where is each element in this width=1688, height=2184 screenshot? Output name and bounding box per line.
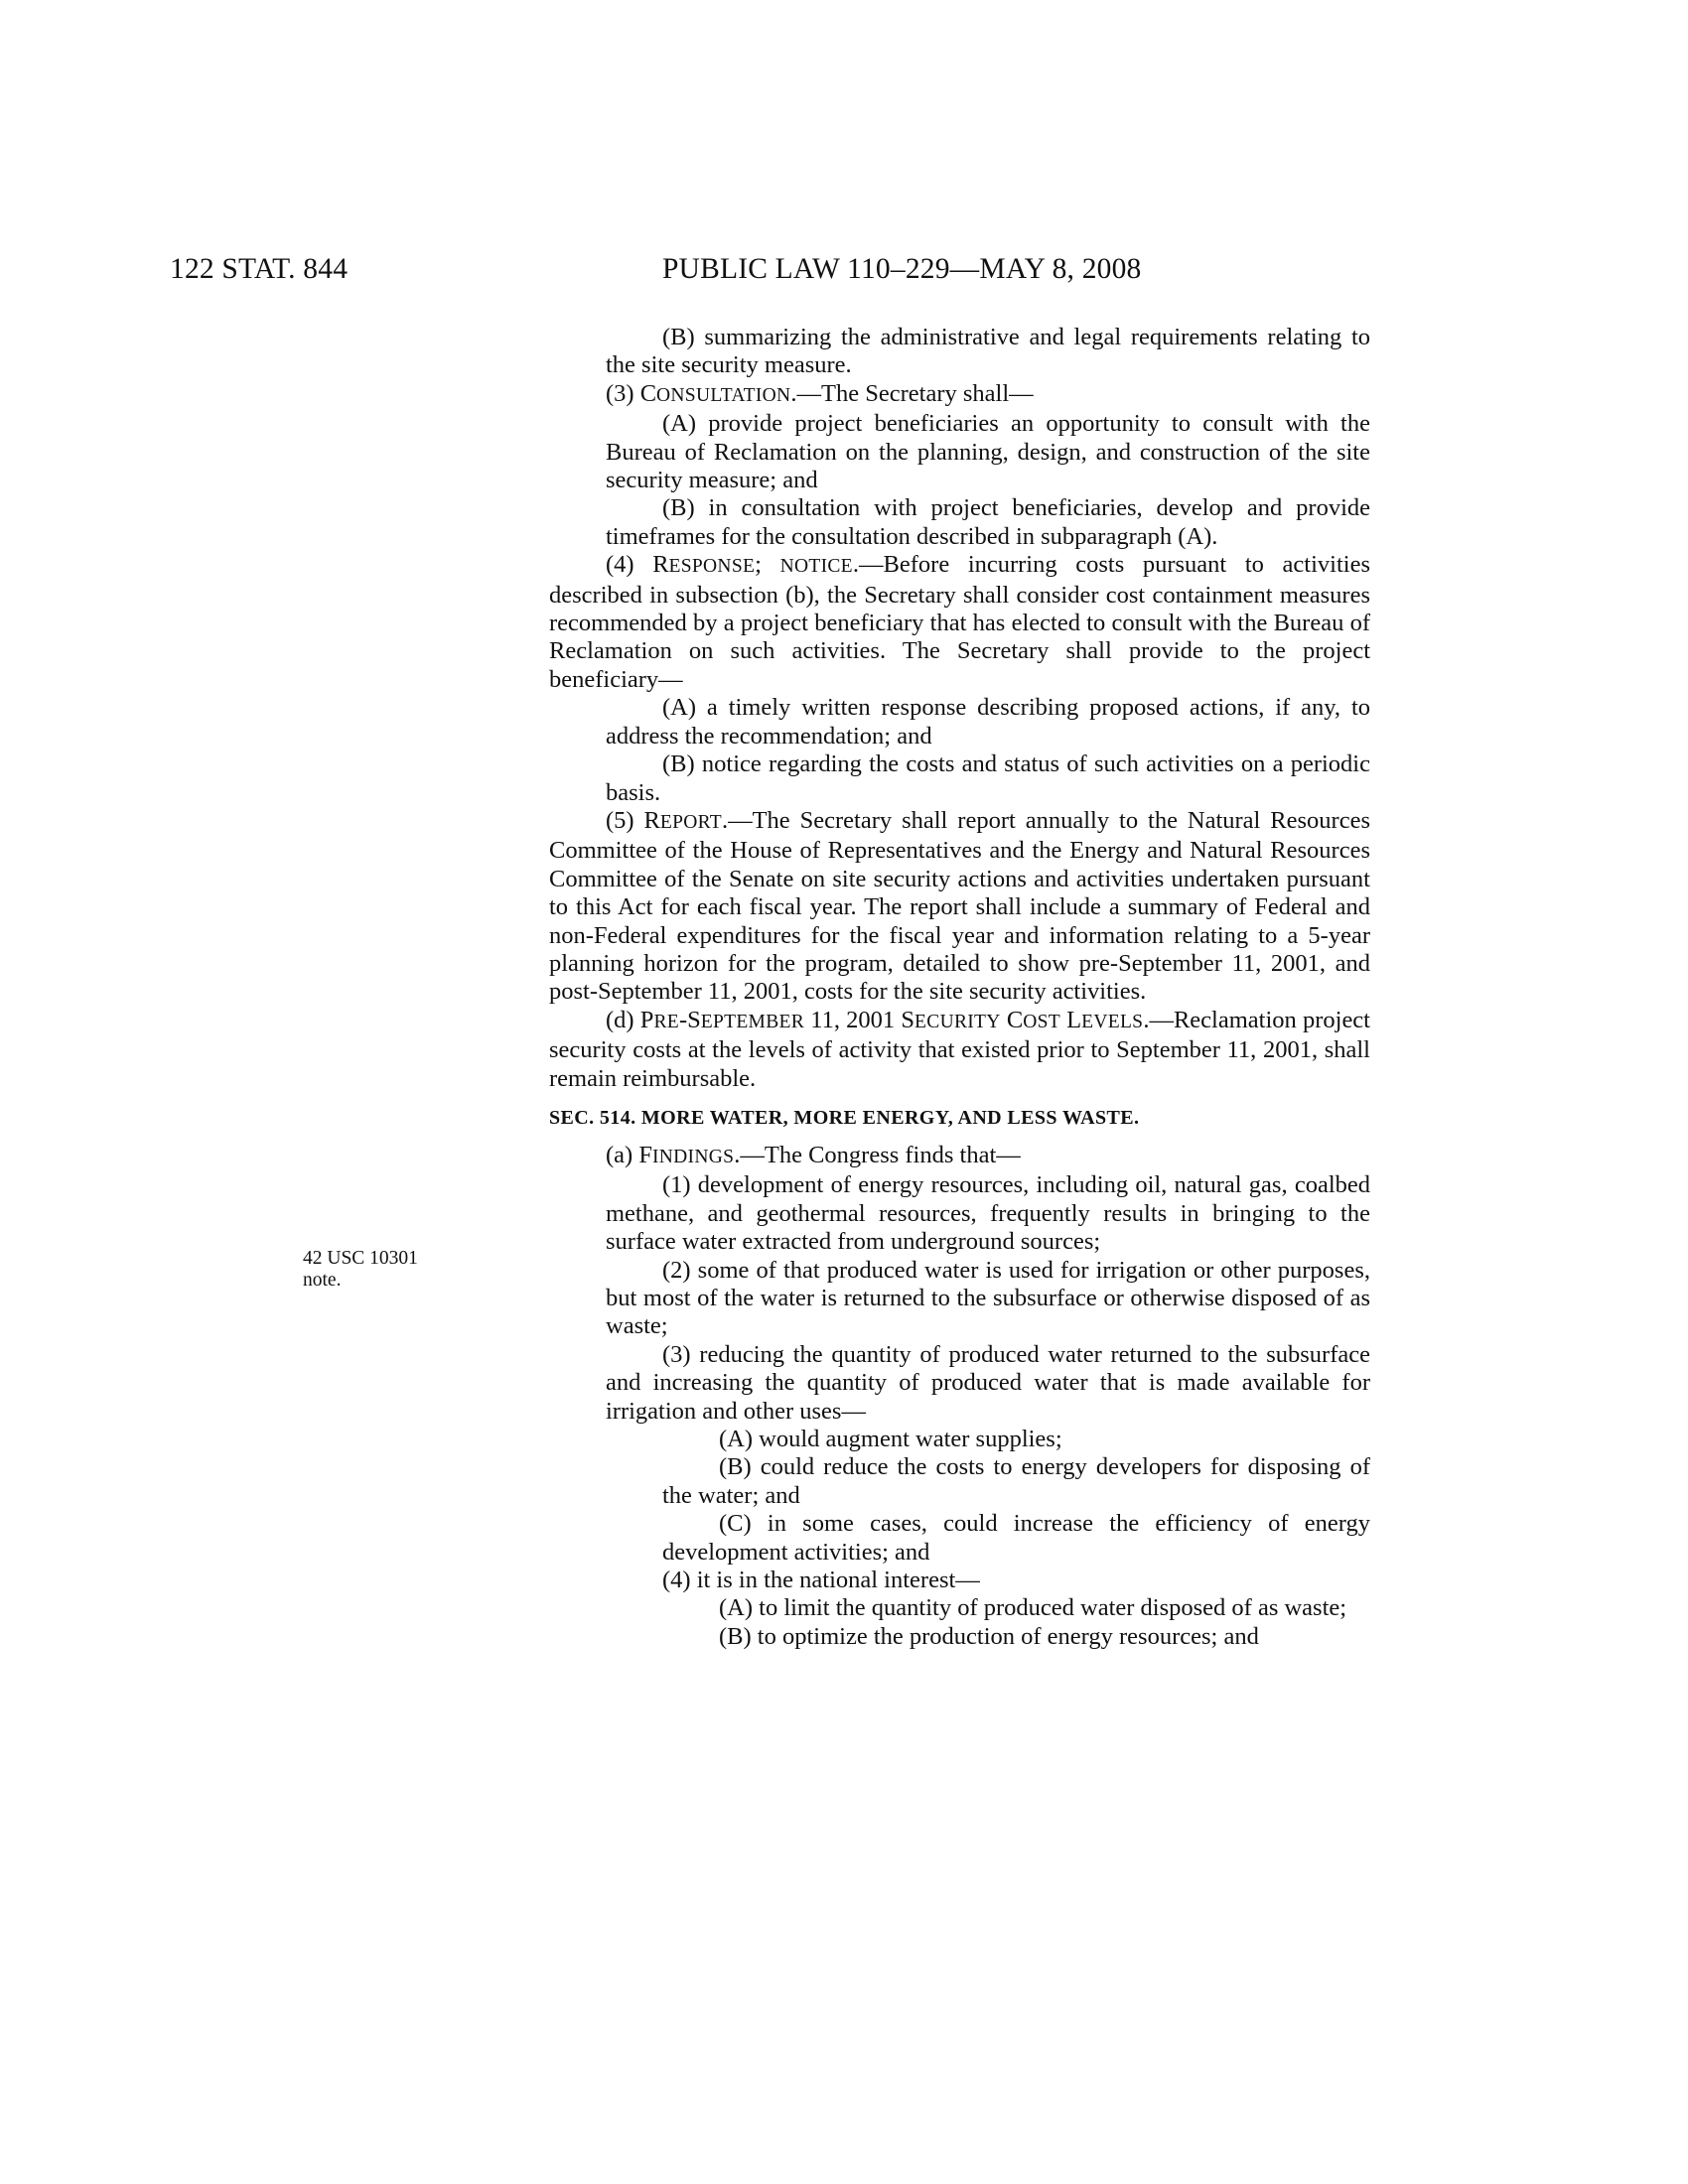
page-header [0, 253, 1688, 289]
margin-note-citation [303, 1248, 418, 1292]
paragraph-c5-report: (5) REPORT.—The Secretary shall report annually to the Natural Resources Committee of the House of Representatives and the Energy and Natural Resources Committee of the Senate on site security actions and activities undertaken pursuant to this Act for each fiscal year. The report shall include a summary of Federal and non-Federal expenditures for the fiscal year and information relating to a 5-year planning horizon for the program, detailed to show pre-September 11, 2001, and post-September 11, 2001, costs for the site security activities. [549, 806, 1370, 1006]
finding-4A: (A) to limit the quantity of produced water disposed of as waste; [719, 1594, 1347, 1622]
margin-note-line: 42 USC 10301 [303, 1248, 418, 1269]
statute-page-reference: 122 STAT. 844 [170, 253, 349, 285]
subparagraph-c3B: (B) in consultation with project beneficiaries, develop and provide timeframes for the consultation described in subparagraph (A). [606, 494, 1370, 550]
statute-text-column [549, 324, 1370, 1651]
subsection-d-security-cost-levels: (d) PRE-SEPTEMBER 11, 2001 SECURITY COST LEVELS.—Reclamation project security costs at the levels of activity that existed prior to September 11, 2001, shall remain reimbursable. [549, 1006, 1370, 1092]
paragraph-c4-response-notice: (4) RESPONSE; NOTICE.—Before incurring costs pursuant to activities described in subsection (b), the Secretary shall consider cost containment measures recommended by a project beneficiary that has elected to consult with the Bureau of Reclamation on such activities. The Secretary shall provide to the project beneficiary— [549, 551, 1370, 693]
finding-1: (1) development of energy resources, including oil, natural gas, coalbed methane, and geothermal resources, frequently results in bringing to the surface water extracted from underground sources; [606, 1171, 1370, 1256]
finding-3B: (B) could reduce the costs to energy developers for disposing of the water; and [662, 1453, 1370, 1509]
finding-3A: (A) would augment water supplies; [719, 1426, 1062, 1453]
section-heading: SEC. 514. MORE WATER, MORE ENERGY, AND LESS WASTE. [549, 1106, 1140, 1129]
public-law-reference: PUBLIC LAW 110–229—MAY 8, 2008 [662, 253, 1142, 285]
finding-4B: (B) to optimize the production of energy resources; and [719, 1622, 1259, 1650]
finding-2: (2) some of that produced water is used for irrigation or other purposes, but most of the water is returned to the subsurface or otherwise disposed of as waste; [606, 1256, 1370, 1340]
paragraph-c3-consultation: (3) CONSULTATION.—The Secretary shall— [606, 379, 1034, 407]
subparagraph-c4A: (A) a timely written response describing proposed actions, if any, to address the recommendation; and [606, 694, 1370, 750]
finding-3: (3) reducing the quantity of produced water returned to the subsurface and increasing the quantity of produced water that is made available for irrigation and other uses— [606, 1340, 1370, 1425]
finding-4: (4) it is in the national interest— [662, 1567, 980, 1594]
subsection-a-findings: (a) FINDINGS.—The Congress finds that— [606, 1141, 1021, 1168]
subparagraph-c3A: (A) provide project beneficiaries an opportunity to consult with the Bureau of Reclamation on the planning, design, and construction of the site security measure; and [606, 410, 1370, 494]
finding-3C: (C) in some cases, could increase the efficiency of energy development activities; and [662, 1510, 1370, 1566]
subparagraph-c4B: (B) notice regarding the costs and status of such activities on a periodic basis. [606, 751, 1370, 806]
subparagraph-c2B: (B) summarizing the administrative and legal requirements relating to the site security measure. [606, 324, 1370, 379]
margin-note-line: note. [303, 1270, 342, 1291]
